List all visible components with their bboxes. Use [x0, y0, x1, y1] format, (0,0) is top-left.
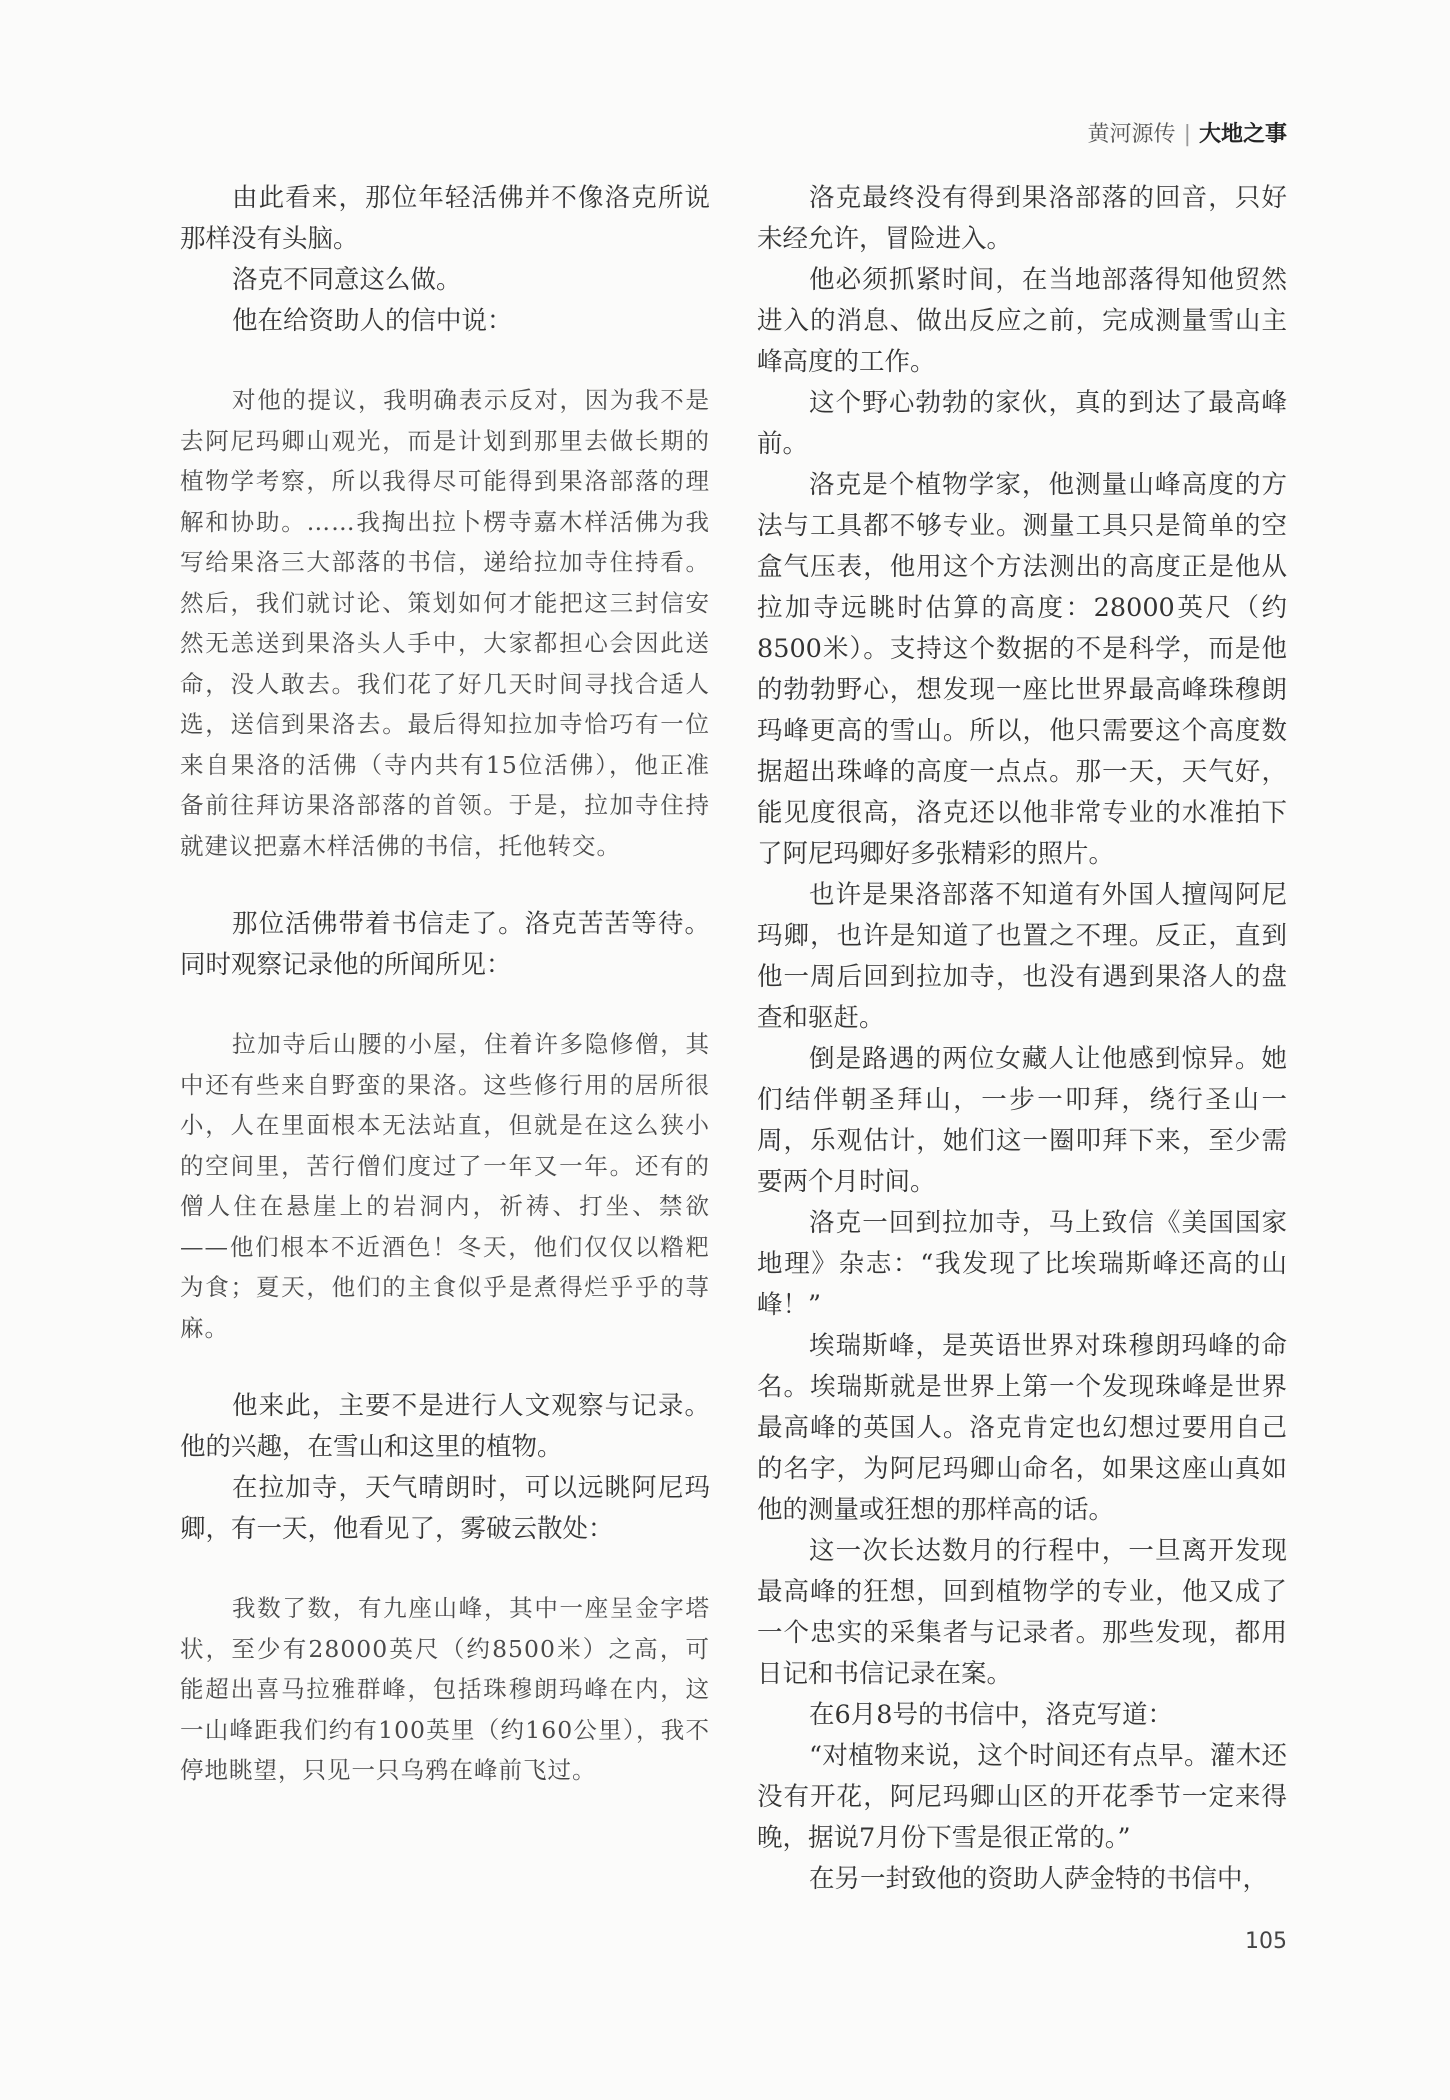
paragraph: 他在给资助人的信中说： [232, 306, 513, 336]
paragraph: 在6月8号的书信中，洛克写道： [809, 1700, 1173, 1730]
page-number: 105 [1245, 1929, 1287, 1954]
paragraph: 他来此，主要不是进行人文观察与记录。他的兴趣，在雪山和这里的植物。 [180, 1391, 710, 1462]
block-quote: 拉加寺后山腰的小屋，住着许多隐修僧，其中还有些来自野蛮的果洛。这些修行用的居所很小，人在里面根本无法站直，但就是在这么狭小的空间里，苦行僧们度过了一年又一年。还有的僧人住在悬崖上的岩洞内，祈祷、打坐、禁欲——他们根本不近酒色！冬天，他们仅仅以糌粑为食；夏天，他们的主食似乎是煮得烂乎乎的荨麻。 [180, 1030, 710, 1342]
paragraph: “对植物来说，这个时间还有点早。灌木还没有开花，阿尼玛卿山区的开花季节一定来得晚，据说7月份下雪是很正常的。” [757, 1741, 1287, 1853]
paragraph: 倒是路遇的两位女藏人让他感到惊异。她们结伴朝圣拜山，一步一叩拜，绕行圣山一周，乐观估计，她们这一圈叩拜下来，至少需要两个月时间。 [757, 1044, 1287, 1197]
right-text-column [757, 178, 1287, 1900]
header-separator: | [1183, 122, 1191, 147]
paragraph: 洛克不同意这么做。 [232, 265, 462, 295]
section-title: 大地之事 [1198, 122, 1287, 147]
paragraph: 由此看来，那位年轻活佛并不像洛克所说那样没有头脑。 [180, 183, 710, 254]
block-quote: 对他的提议，我明确表示反对，因为我不是去阿尼玛卿山观光，而是计划到那里去做长期的植物学考察，所以我得尽可能得到果洛部落的理解和协助。……我掏出拉卜楞寺嘉木样活佛为我写给果洛三大部落的书信，递给拉加寺住持看。然后，我们就讨论、策划如何才能把这三封信安然无恙送到果洛头人手中，大家都担心会因此送命，没人敢去。我们花了好几天时间寻找合适人选，送信到果洛去。最后得知拉加寺恰巧有一位来自果洛的活佛（寺内共有15位活佛），他正准备前往拜访果洛部落的首领。于是，拉加寺住持就建议把嘉木样活佛的书信，托他转交。 [180, 386, 710, 860]
running-header [1088, 117, 1287, 148]
paragraph: 在另一封致他的资助人萨金特的书信中， [809, 1864, 1269, 1894]
paragraph: 在拉加寺，天气晴朗时，可以远眺阿尼玛卿，有一天，他看见了，雾破云散处： [180, 1473, 710, 1544]
left-text-column [180, 178, 710, 1791]
block-quote: 我数了数，有九座山峰，其中一座呈金字塔状，至少有28000英尺（约8500米）之高，可能超出喜马拉雅群峰，包括珠穆朗玛峰在内，这一山峰距我们约有100英里（约160公里），我不停地眺望，只见一只乌鸦在峰前飞过。 [180, 1594, 710, 1784]
paragraph: 洛克最终没有得到果洛部落的回音，只好未经允许，冒险进入。 [757, 183, 1287, 254]
paragraph: 这一次长达数月的行程中，一旦离开发现最高峰的狂想，回到植物学的专业，他又成了一个忠实的采集者与记录者。那些发现，都用日记和书信记录在案。 [757, 1536, 1287, 1689]
paragraph: 洛克一回到拉加寺，马上致信《美国国家地理》杂志：“我发现了比埃瑞斯峰还高的山峰！” [757, 1208, 1287, 1320]
paragraph: 洛克是个植物学家，他测量山峰高度的方法与工具都不够专业。测量工具只是简单的空盒气压表，他用这个方法测出的高度正是他从拉加寺远眺时估算的高度：28000英尺（约8500米）。支持这个数据的不是科学，而是他的勃勃野心，想发现一座比世界最高峰珠穆朗玛峰更高的雪山。所以，他只需要这个高度数据超出珠峰的高度一点点。那一天，天气好，能见度很高，洛克还以他非常专业的水准拍下了阿尼玛卿好多张精彩的照片。 [757, 470, 1287, 869]
paragraph: 他必须抓紧时间，在当地部落得知他贸然进入的消息、做出反应之前，完成测量雪山主峰高度的工作。 [757, 265, 1287, 377]
paragraph: 也许是果洛部落不知道有外国人擅闯阿尼玛卿，也许是知道了也置之不理。反正，直到他一周后回到拉加寺，也没有遇到果洛人的盘查和驱赶。 [757, 880, 1287, 1033]
paragraph: 埃瑞斯峰，是英语世界对珠穆朗玛峰的命名。埃瑞斯就是世界上第一个发现珠峰是世界最高峰的英国人。洛克肯定也幻想过要用自己的名字，为阿尼玛卿山命名，如果这座山真如他的测量或狂想的那样高的话。 [757, 1331, 1287, 1525]
paragraph: 这个野心勃勃的家伙，真的到达了最高峰前。 [757, 388, 1287, 459]
paragraph: 那位活佛带着书信走了。洛克苦苦等待。同时观察记录他的所闻所见： [180, 909, 710, 980]
book-series-title: 黄河源传 [1087, 122, 1176, 147]
